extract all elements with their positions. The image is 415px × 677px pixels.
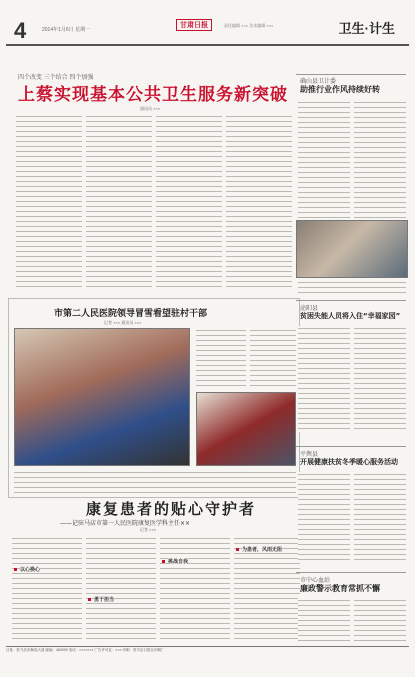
subhead-marker — [14, 568, 17, 571]
sidebar-column — [298, 472, 350, 562]
masthead: 甘肃日报 — [176, 19, 212, 31]
sidebar-column — [298, 326, 350, 432]
care-column — [12, 536, 82, 642]
subhead-marker — [236, 548, 239, 551]
lead-column — [156, 114, 222, 290]
feature-reporter: 记者 ××× 通讯员 ××× — [104, 320, 142, 325]
care-headline: 康复患者的贴心守护者 — [86, 500, 257, 518]
header-rule — [6, 44, 409, 46]
sidebar-headline: 廉政警示教育常抓不懈 — [300, 584, 380, 593]
sidebar-headline: 开展健康扶贫冬季暖心服务活动 — [300, 458, 398, 466]
care-subhead: 为患者，风雨无阻 — [242, 547, 283, 553]
page-number: 4 — [14, 18, 27, 43]
sidebar-column — [354, 472, 406, 562]
lead-column — [16, 114, 82, 290]
care-subhead: 勇于担当 — [94, 597, 115, 603]
care-subhead: 以心换心 — [20, 567, 41, 573]
feature-headline: 市第二人民医院领导冒雪看望驻村干部 — [54, 309, 208, 319]
subhead-marker — [88, 598, 91, 601]
sidebar-kicker: 泌阳县 — [300, 306, 319, 312]
sidebar-rule — [296, 446, 406, 447]
sidebar-column — [354, 326, 406, 432]
sidebar-column — [298, 598, 350, 642]
lead-headline: 上蔡实现基本公共卫生服务新突破 — [18, 85, 288, 105]
care-reporter: 记者 ××× — [140, 527, 157, 532]
lead-reporter: 通讯员 ××× — [140, 106, 161, 111]
sidebar-column — [354, 598, 406, 642]
page-footer: 社址：驻马店市解放大道 邮编：463000 电话：××××××× 广告许可证：××× 印刷：驻马店日报社印刷厂 — [6, 646, 409, 654]
sidebar-rule — [296, 300, 406, 301]
sidebar-kicker: 市中心血站 — [300, 578, 331, 584]
sidebar-column — [354, 100, 406, 218]
photo-caption — [298, 280, 406, 294]
sidebar-kicker: 平舆县 — [300, 452, 319, 458]
sidebar-headline: 助推行业作风持续好转 — [300, 85, 380, 94]
section-title: 卫生·计生 — [338, 21, 395, 36]
sidebar-rule — [296, 572, 406, 573]
feature-photo-2 — [196, 392, 296, 466]
care-column — [160, 536, 230, 642]
sidebar-kicker: 确山县卫计委 — [300, 79, 337, 85]
lead-column — [86, 114, 152, 290]
editors: 责任编辑 ××× 美术编辑 ××× — [224, 23, 274, 28]
feature-photo — [14, 328, 190, 466]
sidebar-headline: 贫困失能人员将入住“幸福家园” — [300, 312, 401, 320]
sidebar-column — [298, 100, 350, 218]
care-column — [86, 536, 156, 642]
lead-column — [226, 114, 292, 290]
news-photo — [296, 220, 408, 278]
care-subtitle: ——记驻马店市第一人民医院康复医学科主任×× — [60, 520, 191, 527]
care-subhead: 挑战自我 — [168, 559, 189, 565]
feature-column — [250, 328, 296, 388]
page-meta: 2014年1月6日 星期一 — [42, 27, 91, 33]
sidebar-rule — [296, 74, 406, 75]
feature-text — [14, 470, 296, 494]
lead-kicker: 四个改变 三个结合 四个加强 — [18, 75, 94, 81]
feature-column — [196, 328, 246, 388]
subhead-marker — [162, 560, 165, 563]
page-header — [6, 6, 409, 64]
